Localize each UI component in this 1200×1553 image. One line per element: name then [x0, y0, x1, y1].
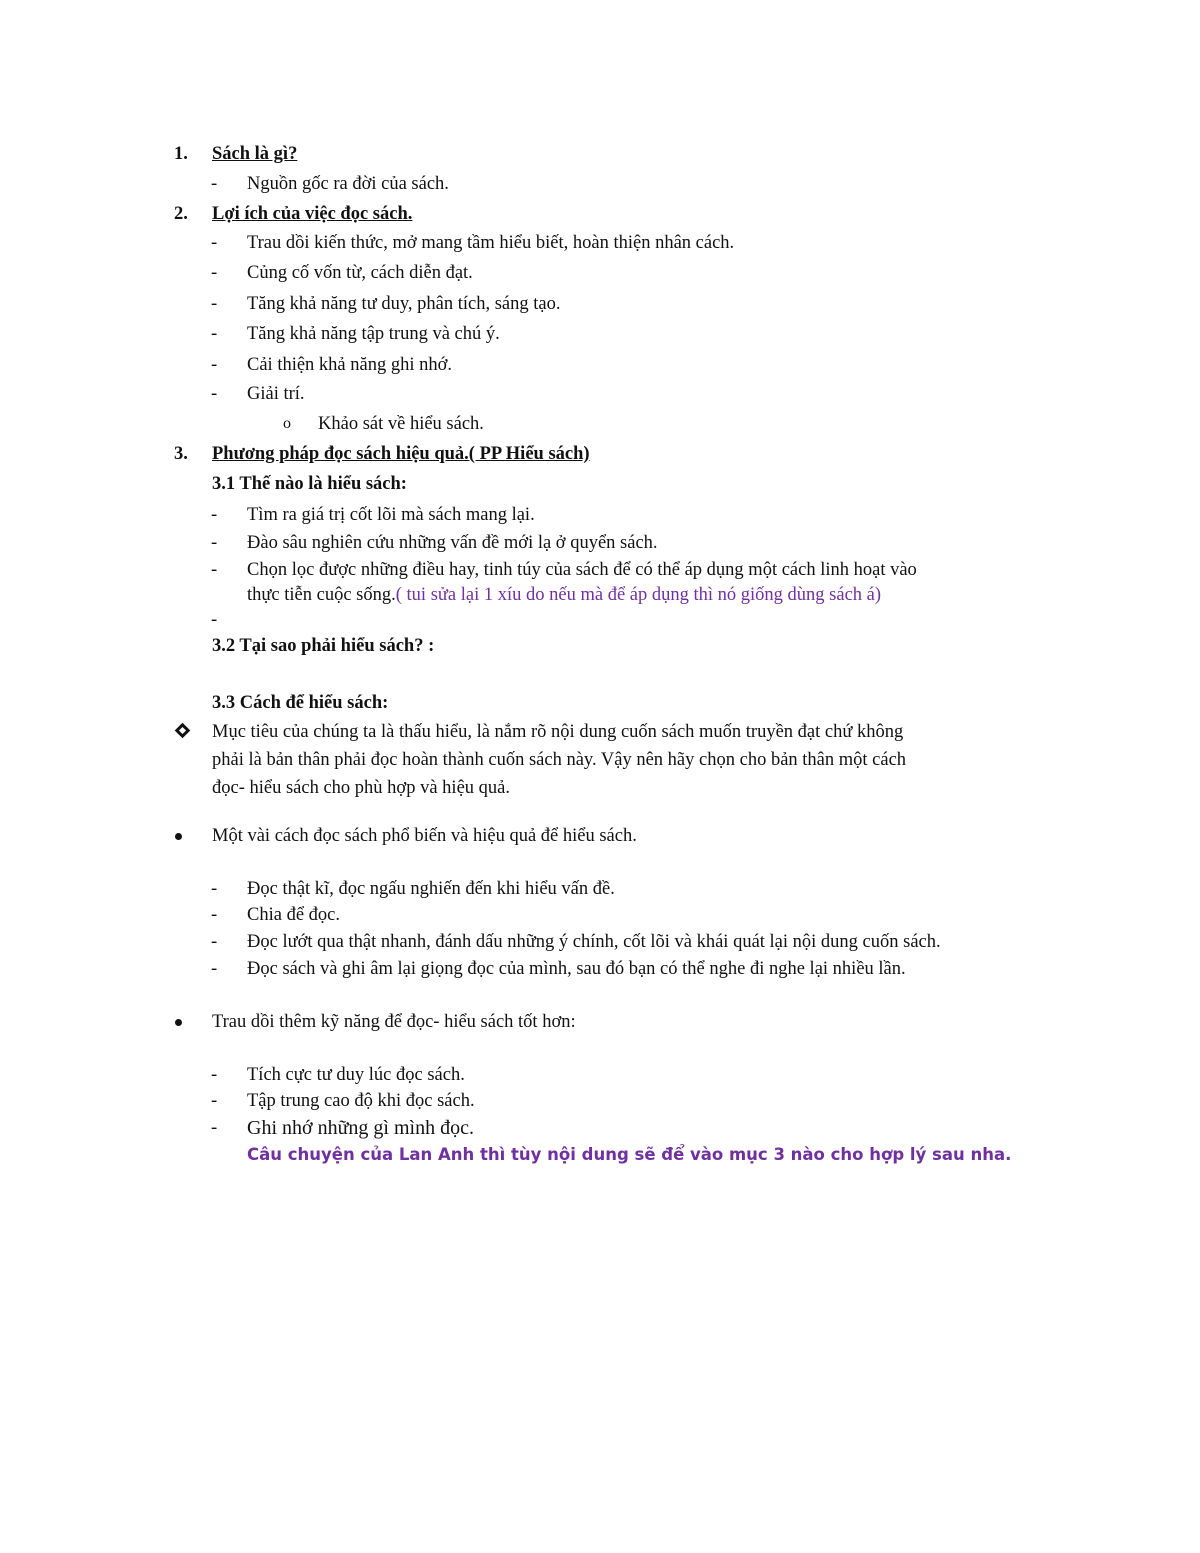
list-item-text: Đọc thật kĩ, đọc ngấu nghiến đến khi hiểu vấn đề.	[247, 879, 615, 899]
diamond-bullet-icon	[172, 719, 194, 745]
paragraph-text: phải là bản thân phải đọc hoàn thành cuốn sách này. Vậy nên hãy chọn cho bản thân một cách	[212, 750, 907, 770]
dash-marker: -	[211, 324, 218, 344]
list-item-text: Giải trí.	[247, 384, 305, 404]
dash-marker: -	[211, 560, 218, 580]
continuation-line	[247, 582, 881, 608]
list-item-text: Tăng khả năng tập trung và chú ý.	[247, 324, 500, 344]
bullet-dot-icon	[174, 823, 184, 849]
section-number: 2.	[174, 204, 188, 224]
dash-marker: -	[211, 610, 218, 630]
dash-marker: -	[211, 1091, 218, 1111]
dash-marker: -	[211, 959, 218, 979]
subsection-title: 3.2 Tại sao phải hiểu sách? :	[212, 636, 435, 656]
dash-marker: -	[211, 263, 218, 283]
circle-marker: o	[283, 415, 291, 432]
list-item-text: Củng cố vốn từ, cách diễn đạt.	[247, 263, 473, 283]
list-item-text: Chọn lọc được những điều hay, tinh túy của sách để có thể áp dụng một cách linh hoạt vào	[247, 560, 917, 580]
dash-marker: -	[211, 355, 218, 375]
subsection-title: 3.3 Cách để hiểu sách:	[212, 693, 389, 713]
list-item-text: Chia để đọc.	[247, 905, 340, 925]
dash-marker: -	[211, 233, 218, 253]
list-item-text: Đọc lướt qua thật nhanh, đánh dấu những ý chính, cốt lõi và khái quát lại nội dung cuốn sách.	[247, 932, 941, 952]
dash-marker: -	[211, 294, 218, 314]
sub-list-item-text: Khảo sát về hiểu sách.	[318, 414, 484, 434]
list-item-text: Đào sâu nghiên cứu những vấn đề mới lạ ở quyển sách.	[247, 533, 658, 553]
dash-marker: -	[211, 905, 218, 925]
list-item-text: Cải thiện khả năng ghi nhớ.	[247, 355, 453, 375]
bullet-text: Trau dồi thêm kỹ năng để đọc- hiểu sách tốt hơn:	[212, 1012, 576, 1032]
continuation-text: thực tiễn cuộc sống.	[247, 585, 396, 605]
dash-marker: -	[211, 932, 218, 952]
list-item-text: Tập trung cao độ khi đọc sách.	[247, 1091, 475, 1111]
section-number: 3.	[174, 444, 188, 464]
subsection-title: 3.1 Thế nào là hiểu sách:	[212, 474, 407, 494]
list-item-text: Trau dồi kiến thức, mở mang tầm hiểu biết, hoàn thiện nhân cách.	[247, 233, 735, 253]
dash-marker: -	[211, 879, 218, 899]
list-item-text: Nguồn gốc ra đời của sách.	[247, 174, 449, 194]
paragraph-text: Mục tiêu của chúng ta là thấu hiểu, là nắm rõ nội dung cuốn sách muốn truyền đạt chứ không	[212, 722, 904, 742]
section-title: Phương pháp đọc sách hiệu quả.( PP Hiểu sách)	[212, 444, 590, 464]
list-item-text: Tìm ra giá trị cốt lõi mà sách mang lại.	[247, 505, 535, 525]
editor-comment: ( tui sửa lại 1 xíu do nếu mà để áp dụng thì nó giống dùng sách á)	[395, 585, 882, 605]
dash-marker: -	[211, 1065, 218, 1085]
list-item-text: Đọc sách và ghi âm lại giọng đọc của mình, sau đó bạn có thể nghe đi nghe lại nhiều lần.	[247, 959, 906, 979]
final-note: Câu chuyện của Lan Anh thì tùy nội dung sẽ để vào mục 3 nào cho hợp lý sau nha.	[247, 1145, 1012, 1164]
section-number: 1.	[174, 144, 188, 164]
paragraph-text: đọc- hiểu sách cho phù hợp và hiệu quả.	[212, 778, 510, 798]
list-item-text: Tích cực tư duy lúc đọc sách.	[247, 1065, 465, 1085]
dash-marker: -	[211, 174, 218, 194]
bullet-text: Một vài cách đọc sách phổ biến và hiệu quả để hiểu sách.	[212, 826, 637, 846]
list-item-text: Tăng khả năng tư duy, phân tích, sáng tạo.	[247, 294, 561, 314]
dash-marker: -	[211, 533, 218, 553]
dash-marker: -	[211, 505, 218, 525]
dash-marker: -	[211, 384, 218, 404]
section-title: Lợi ích của việc đọc sách.	[212, 204, 413, 224]
section-title: Sách là gì?	[212, 144, 298, 164]
list-item-text: Ghi nhớ những gì mình đọc.	[247, 1117, 474, 1139]
dash-marker: -	[211, 1118, 218, 1138]
bullet-dot-icon	[174, 1009, 184, 1035]
